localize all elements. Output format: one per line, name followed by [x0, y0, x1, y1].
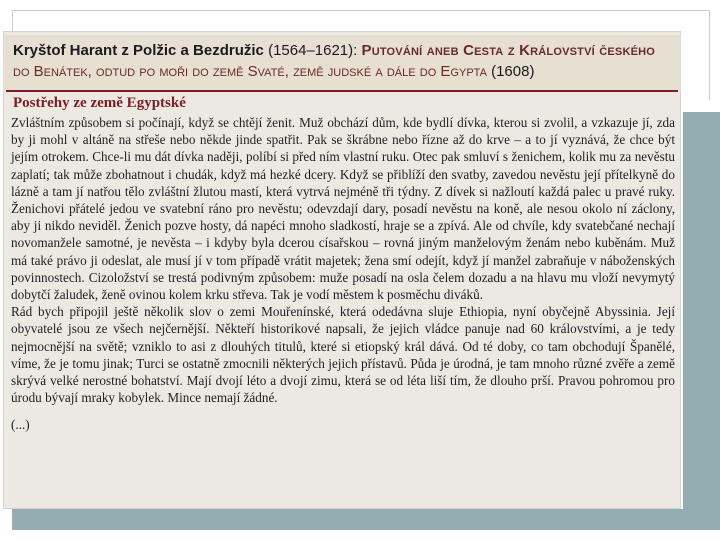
body-text	[11, 114, 675, 434]
header-divider	[6, 90, 678, 92]
scanned-page	[3, 31, 681, 509]
author-name: Kryštof Harant z Polžic a Bezdružic	[13, 42, 264, 59]
paragraph: Zvláštním způsobem si počínají, když se chtějí ženit. Muž obchází dům, kde bydlí dívka, kterou si zvolil, a vzkazuje jí, zda by ji mohl v altáně na střeše nebo někde jinde spatřit. Pak se škrábne nebo řízne až do krve – a to jí vyznává, že chce být jejím otrokem. Chce-li mu dát dívka naději, políbí si před ním vlastní ruku. Otec pak smluví s ženichem, kolik mu za nevěstu zaplatí; tak může zbohatnout i chudák, když má hezké dcery. Když se přiblíží den svatby, zavedou nevěstu její přítelkyně do lázně a tam jí natřou tělo zvláštní žlutou mastí, která vytrvá nejméně tři týdny. Z dívek si nažloutí každá palec u pravé ruky. Ženichovi přátelé jedou ve svatební ráno pro nevěstu; odevzdají dary, posadí nevěstu na koně, ale nesou okolo ní záclony, aby ji nikdo neviděl. Ženich pozve hosty, dá napéci mnoho sladkostí, hraje se a zpívá. Ale od chvíle, kdy svatebčané nechají novomanžele samotné, je nevěsta – i kdyby byla dcerou císařskou – rovná jiným manželovým ženám nebo kuběnám. Muž má také právo ji odeslat, ale musí jí v tom případě vrátit majetek; žena smí odejít, když jí manžel zabraňuje v náboženských povinnostech. Cizoložství se trestá podivným způsobem: muže posadí na osla čelem dozadu a na hlavu mu vloží nevymytý dobytčí žaludek, ženě ovinou kolem krku střeva. Tak je vodí městem k posměchu diváků.	[11, 115, 675, 303]
slide-frame-right-bar	[683, 112, 720, 530]
section-title: Postřehy ze země Egyptské	[13, 95, 186, 111]
book-title-line2: do Benátek, odtud po moři do země Svaté, země judské a dále do Egypta	[13, 63, 487, 80]
slide-frame-bottom-bar	[12, 509, 720, 530]
paragraph-ellipsis: (...)	[11, 417, 30, 433]
author-years: (1564–1621):	[263, 42, 362, 59]
page-header	[13, 40, 671, 82]
publication-year: (1608)	[486, 63, 535, 80]
book-title-line1: Putování aneb Cesta z Království českého	[361, 42, 656, 59]
paragraph: Rád bych připojil ještě několik slov o zemi Mouřenínské, která odedávna sluje Ethiopia, nyní obyčejně Abyssinia. Její obyvatelé jsou ze všech nejčernější. Někteří historikové napsali, že jejich vládce panuje nad 60 královstvími, a je tedy nejmocnější na světě; vzniklo to asi z dlouhých titulů, které si etiopský král dává. Od té doby, co tam obchodují Španělé, víme, že je tomu jinak; Turci se ostatně zmocnili některých jejich přístavů. Půda je úrodná, je tam mnoho různé zvěře a země skrývá velké nerostné bohatství. Mají dvojí léto a dvojí zimu, která se od léta liší tím, že dlouho prší. Pravou pohromou pro úrodu bývají mraky kobylek. Mince nemají žádné.	[11, 304, 675, 406]
